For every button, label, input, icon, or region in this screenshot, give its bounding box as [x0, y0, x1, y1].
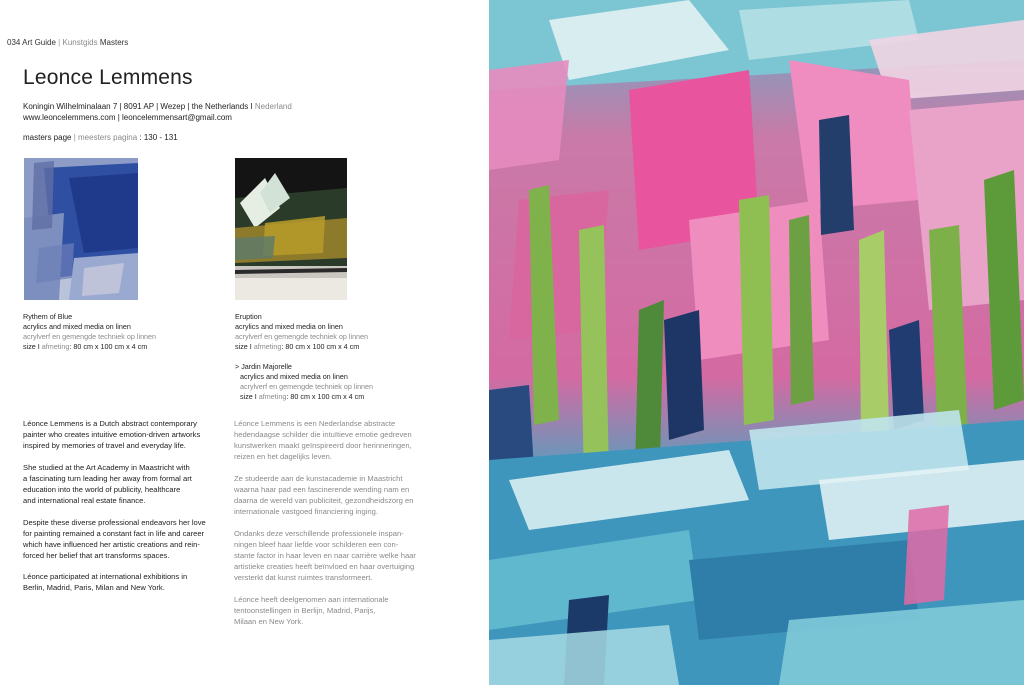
bio-line: a fascinating turn leading her away from formal art [23, 474, 192, 483]
bio-line: education into the world of publicity, healthcare [23, 485, 181, 494]
abstract-painting-image [489, 0, 1024, 685]
size-value: : 80 cm x 100 cm x 4 cm [281, 342, 360, 351]
bio-line: Léonce heeft deelgenomen aan internationale [234, 595, 389, 604]
header-separator: | [58, 38, 61, 47]
size-value: : 80 cm x 100 cm x 4 cm [69, 342, 148, 351]
bio-nl-paragraph [234, 528, 459, 583]
bio-line: tentoonstellingen in Berlijn, Madrid, Parijs, [234, 606, 376, 615]
bio-line: She studied at the Art Academy in Maastricht with [23, 463, 190, 472]
contact-block [23, 101, 292, 123]
artwork-medium-en: acrylics and mixed media on linen [235, 322, 343, 331]
bio-en-paragraph [23, 517, 223, 561]
bio-line: artistieke creaties heeft beïnvloed en haar overtuiging [234, 562, 415, 571]
page-number: 034 [7, 38, 21, 47]
bio-line: daarna de wereld van publiciteit, gezondheidszorg en [234, 496, 414, 505]
bio-line: versterkt dat kunst ruimtes transformeert. [234, 573, 373, 582]
bio-line: for painting remained a constant fact in life and career [23, 529, 205, 538]
bio-line: forced her belief that art transforms spaces. [23, 551, 170, 560]
bio-nl-paragraph [234, 594, 459, 627]
section-en: Art Guide [22, 38, 56, 47]
artist-name: Leonce Lemmens [23, 66, 193, 89]
bio-line: stante factor in haar leven en naar carrière welke haar [234, 551, 416, 560]
bio-en-paragraph [23, 571, 223, 593]
size-label-en: size I [23, 342, 40, 351]
artwork-caption [235, 312, 368, 352]
bio-en-paragraph [23, 418, 223, 451]
bio-line: ningen bleef haar liefde voor schilderen een con- [234, 540, 399, 549]
artwork-title: Rythem of Blue [23, 312, 73, 321]
left-page [0, 0, 489, 685]
bio-line: reizen en het dagelijks leven. [234, 452, 332, 461]
masters-nl: | meesters pagina [73, 133, 138, 142]
section-nl: Kunstgids [62, 38, 98, 47]
bio-line: inspired by memories of travel and everyday life. [23, 441, 186, 450]
bio-line: waarna haar pad een fascinerende wending nam en [234, 485, 410, 494]
size-value: : 80 cm x 100 cm x 4 cm [286, 392, 365, 401]
artwork-caption [235, 362, 373, 402]
masters-page-ref [23, 133, 178, 142]
running-header [7, 38, 128, 47]
artwork-medium-en: acrylics and mixed media on linen [23, 322, 131, 331]
artwork-caption [23, 312, 156, 352]
bio-line: Ondanks deze verschillende professionele inspan- [234, 529, 404, 538]
bio-line: kunstwerken maakt geïnspireerd door herinneringen, [234, 441, 412, 450]
artwork-thumbnail-rythem-of-blue [24, 158, 138, 300]
bio-line: painter who creates intuitive emotion-driven artworks [23, 430, 201, 439]
artwork-title: > Jardin Majorelle [235, 362, 292, 371]
address-line: Koningin Wilhelminalaan 7 | 8091 AP | Wezep | the Netherlands I [23, 102, 253, 111]
country-nl: Nederland [254, 102, 292, 111]
bio-nl-paragraph [234, 418, 459, 462]
bio-line: Léonce participated at international exhibitions in [23, 572, 188, 581]
artwork-title: Eruption [235, 312, 262, 321]
size-label-en: size I [240, 392, 257, 401]
size-label-nl: afmeting [253, 342, 282, 351]
bio-line: Milaan en New York. [234, 617, 304, 626]
bio-line: Léonce Lemmens is a Dutch abstract contemporary [23, 419, 197, 428]
bio-line: Despite these diverse professional endeavors her love [23, 518, 206, 527]
bio-line: which have influenced her artistic creations and rein- [23, 540, 200, 549]
bio-line: Léonce Lemmens is een Nederlandse abstracte [234, 419, 396, 428]
featured-artwork [489, 0, 1024, 685]
size-label-nl: afmeting [41, 342, 70, 351]
artwork-thumbnail-eruption [235, 158, 347, 300]
bio-nl-paragraph [234, 473, 459, 517]
bio-line: hedendaagse schilder die intuïtieve emotie gedreven [234, 430, 412, 439]
size-label-en: size I [235, 342, 252, 351]
bio-line: Berlin, Madrid, Paris, Milan and New York. [23, 583, 165, 592]
masters-pages: : 130 - 131 [139, 133, 178, 142]
artwork-medium-nl: acrylverf en gemengde techniek op linnen [23, 332, 157, 341]
section-masters: Masters [99, 38, 129, 47]
artwork-medium-en: acrylics and mixed media on linen [240, 372, 348, 381]
bio-line: internationale vastgoed financiering inging. [234, 507, 378, 516]
bio-line: Ze studeerde aan de kunstacademie in Maastricht [234, 474, 403, 483]
web-email-line[interactable]: www.leoncelemmens.com | leoncelemmensart@gmail.com [23, 113, 232, 122]
bio-line: and international real estate finance. [23, 496, 146, 505]
bio-en-paragraph [23, 462, 223, 506]
masters-en: masters page [23, 133, 72, 142]
size-label-nl: afmeting [258, 392, 287, 401]
artwork-medium-nl: acrylverf en gemengde techniek op linnen [235, 332, 369, 341]
artwork-medium-nl: acrylverf en gemengde techniek op linnen [240, 382, 374, 391]
